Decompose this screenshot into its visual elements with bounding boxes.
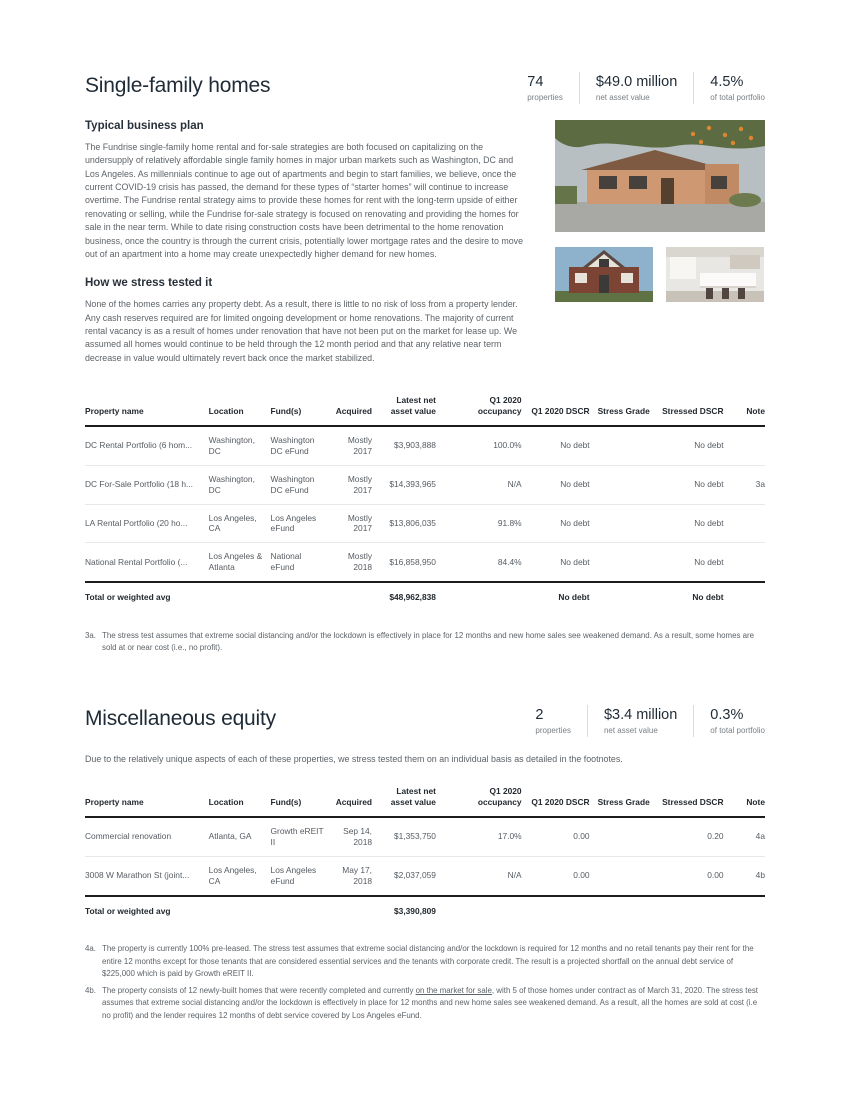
table-row — [85, 817, 765, 856]
table-cell — [594, 543, 656, 582]
footnote-id: 4a. — [85, 944, 96, 954]
business-plan-heading: Typical business plan — [85, 120, 204, 132]
table-cell: Commercial renovation — [85, 831, 172, 842]
stat-properties — [527, 72, 579, 104]
table-cell: $1,353,750 — [394, 831, 436, 842]
section-miscellaneous-equity — [85, 707, 765, 1022]
stat-label: net asset value — [595, 93, 650, 102]
footnote-text — [102, 985, 765, 1022]
table-cell: National Rental Portfolio (... — [85, 556, 188, 567]
column-header: Stress Grade — [594, 782, 656, 817]
footnotes — [85, 630, 765, 655]
table-cell: Washington DC eFund — [270, 473, 315, 495]
table-cell: Los Angeles eFund — [270, 512, 317, 534]
table-row — [85, 856, 765, 895]
column-header: Stressed DSCR — [655, 782, 727, 817]
table-row — [85, 504, 765, 543]
table-cell: 4a — [755, 831, 765, 842]
table-cell: 0.00 — [573, 870, 590, 881]
table-cell: Atlanta, GA — [208, 831, 252, 842]
stat-label: properties — [535, 725, 571, 735]
total-cell: $3,390,809 — [376, 896, 440, 926]
photo-thumbnails — [555, 247, 765, 302]
table-cell: LA Rental Portfolio (20 ho... — [85, 518, 188, 529]
stat-value: 0.3% — [710, 706, 744, 723]
table-cell: Washington, DC — [208, 434, 255, 456]
footnote-4a — [85, 943, 765, 980]
table-row — [85, 543, 765, 582]
stat-value: 2 — [535, 706, 544, 723]
total-cell: No debt — [526, 582, 594, 612]
stats-group — [535, 705, 765, 737]
total-cell: Total or weighted avg — [85, 582, 205, 612]
business-plan-row — [85, 120, 765, 365]
kitchen-interior-photo — [666, 247, 764, 302]
table-cell: Mostly 2017 — [347, 473, 373, 495]
table-cell: $14,393,965 — [389, 479, 436, 490]
table-cell: $3,903,888 — [394, 440, 436, 451]
table-cell: Mostly 2018 — [347, 551, 373, 573]
table-cell: 0.20 — [707, 831, 724, 842]
table-cell: N/A — [507, 479, 522, 490]
table-cell: N/A — [507, 870, 522, 881]
table-cell — [594, 426, 656, 465]
header-row — [85, 391, 765, 426]
total-cell — [328, 582, 376, 612]
table-cell: No debt — [694, 556, 724, 567]
stat-portfolio-share — [693, 72, 765, 104]
column-header: Latest net asset value — [376, 782, 440, 817]
table-cell: National eFund — [270, 551, 302, 573]
table-cell: Mostly 2017 — [347, 512, 373, 534]
table-cell: No debt — [560, 479, 590, 490]
section-title: Miscellaneous equity — [85, 706, 276, 730]
column-header: Q1 2020 occupancy — [440, 391, 526, 426]
column-header: Q1 2020 DSCR — [526, 782, 594, 817]
stat-label: of total portfolio — [710, 725, 765, 735]
table-cell: 17.0% — [497, 831, 522, 842]
total-cell — [440, 582, 526, 612]
single-family-table — [85, 391, 765, 612]
column-header: Fund(s) — [267, 782, 329, 817]
brick-house-exterior-photo — [555, 247, 653, 302]
table-cell: Mostly 2017 — [347, 434, 373, 456]
total-cell — [728, 582, 765, 612]
column-header: Q1 2020 DSCR — [526, 391, 594, 426]
column-header: Location — [205, 782, 267, 817]
column-header: Stressed DSCR — [655, 391, 727, 426]
stat-value: $3.4 million — [603, 706, 678, 723]
total-cell — [267, 896, 329, 926]
table-cell — [594, 504, 656, 543]
footnotes — [85, 943, 765, 1022]
table-cell: DC For-Sale Portfolio (18 h... — [85, 479, 193, 490]
stat-net-asset-value — [587, 705, 693, 737]
table-row — [85, 465, 765, 504]
table-cell: 91.8% — [497, 518, 522, 529]
table-cell: No debt — [694, 479, 724, 490]
section-header — [85, 707, 765, 737]
table-cell: Los Angeles & Atlanta — [208, 551, 263, 573]
stat-value: $49.0 million — [595, 74, 678, 90]
stat-value: 74 — [527, 74, 544, 90]
total-cell — [594, 896, 656, 926]
table-cell: No debt — [560, 556, 590, 567]
table-cell: Los Angeles, CA — [208, 512, 257, 534]
misc-equity-table — [85, 782, 765, 925]
header-row — [85, 782, 765, 817]
table-cell: No debt — [560, 440, 590, 451]
business-plan-paragraph: The Fundrise single-family home rental and for-sale strategies are both focused on capitalizing on the undersupply of relatively affordable single family homes in major urban markets such as Washington, DC and Los Angeles. As millennials continue to age out of apartments and begin to start families, we believe, once the current COVID-19 crisis has passed, the demand for these types of “starter homes” will continue to increase overtime. The Fundrise rental strategy aims to provide these homes for rent with the long-term upside of either renovating or selling, while the Fundrise for-sale strategy is focused on renovating and providing the homes for sale in the near term. While to date rising construction costs have been detrimental to the home renovation business, once the country is through the current crisis, potentially lower mortgage rates and the desire to move out of an apartment into a home may create unexpectedly higher demand for new homes. — [85, 142, 524, 259]
total-cell — [205, 582, 267, 612]
table-cell: Washington DC eFund — [270, 434, 315, 456]
stat-net-asset-value — [579, 72, 693, 104]
footnote-3a — [85, 630, 765, 655]
section-title: Single-family homes — [85, 74, 271, 97]
total-cell: No debt — [655, 582, 727, 612]
stat-label: of total portfolio — [710, 93, 765, 102]
table-row — [85, 426, 765, 465]
table-cell: $16,858,950 — [389, 556, 436, 567]
total-cell — [267, 582, 329, 612]
column-header: Q1 2020 occupancy — [440, 782, 526, 817]
total-cell — [728, 896, 765, 926]
table-cell: DC Rental Portfolio (6 hom... — [85, 440, 193, 451]
stat-label: net asset value — [603, 725, 658, 735]
stat-portfolio-share — [693, 705, 765, 737]
section-single-family-homes — [85, 74, 765, 655]
total-cell: $48,962,838 — [376, 582, 440, 612]
table-cell: Growth eREIT II — [270, 825, 324, 847]
table-cell: Washington, DC — [208, 473, 255, 495]
table-cell: Sep 14, 2018 — [343, 825, 373, 847]
table-cell — [728, 543, 765, 582]
stat-properties — [535, 705, 587, 737]
total-cell — [328, 896, 376, 926]
misc-equity-intro: Due to the relatively unique aspects of each of these properties, we stress tested them on an individual basis as detailed in the footnotes. — [85, 753, 623, 764]
table-cell — [728, 504, 765, 543]
column-header: Location — [205, 391, 267, 426]
column-header: Latest net asset value — [376, 391, 440, 426]
table-cell: 3008 W Marathon St (joint... — [85, 870, 190, 881]
table-cell — [594, 817, 656, 856]
table-cell: No debt — [694, 440, 724, 451]
column-header: Fund(s) — [267, 391, 329, 426]
table-cell: Los Angeles, CA — [208, 864, 257, 886]
column-header: Stress Grade — [594, 391, 656, 426]
table-cell: No debt — [694, 518, 724, 529]
text-column — [85, 120, 529, 365]
table-cell: 0.00 — [707, 870, 724, 881]
column-header: Acquired — [328, 391, 376, 426]
table-cell: May 17, 2018 — [342, 864, 373, 886]
table-cell: No debt — [560, 518, 590, 529]
market-for-sale-link[interactable]: on the market for sale — [415, 986, 492, 996]
footnote-text-pre: The property consists of 12 newly-built homes that were recently completed and currently — [102, 986, 416, 996]
stat-value: 4.5% — [710, 74, 744, 90]
footnote-text: The property is currently 100% pre-leased. The stress test assumes that extreme social distancing and/or the lockdown is required for 12 months and no retail tenants pay their rent for the entire 12 months except for those tenants that are considered essential services and the tenants with corporate credit. The result is a projected shortfall on the annual debt service of $225,000 which is paid by Growth eREIT II. — [102, 944, 754, 978]
footnote-text: The stress test assumes that extreme social distancing and/or the lockdown is effectively in place for 12 months and new home sales see weakened demand. As a result, some homes are sold at or near cost (i.e., no profit). — [102, 631, 755, 653]
photo-column — [555, 120, 765, 365]
table-cell — [594, 465, 656, 504]
table-cell: 84.4% — [497, 556, 522, 567]
total-row — [85, 582, 765, 612]
total-cell — [526, 896, 594, 926]
column-header: Note — [728, 391, 765, 426]
column-header: Property name — [85, 391, 205, 426]
table-cell: 0.00 — [573, 831, 590, 842]
total-row — [85, 896, 765, 926]
table-cell: $2,037,059 — [394, 870, 436, 881]
stat-label: properties — [527, 93, 563, 102]
column-header: Property name — [85, 782, 205, 817]
table-cell — [728, 426, 765, 465]
footnote-text-post: , with 5 of those homes under contract as of March 31, 2020. The stress test assumes that extreme social distancing and/or the lockdown is effectively in place for 12 months and new home sales see weakened demand. As a result, all the homes are sold at cost (i.e no profit) and the lender requires 12 months of debt service covered by Los Angeles eFund. — [102, 986, 759, 1020]
stats-group — [527, 72, 765, 104]
footnote-id: 4b. — [85, 986, 96, 996]
table-cell: $13,806,035 — [389, 518, 436, 529]
total-cell — [655, 896, 727, 926]
total-cell — [594, 582, 656, 612]
table-cell: 100.0% — [493, 440, 522, 451]
section-header — [85, 74, 765, 104]
total-cell — [205, 896, 267, 926]
table-cell — [594, 856, 656, 895]
column-header: Note — [728, 782, 765, 817]
total-cell — [440, 896, 526, 926]
footnote-4b — [85, 985, 765, 1022]
total-cell: Total or weighted avg — [85, 896, 205, 926]
footnote-id: 3a. — [85, 631, 96, 641]
stress-test-heading: How we stress tested it — [85, 277, 213, 290]
table-cell: 4b — [755, 870, 765, 881]
table-cell: Los Angeles eFund — [270, 864, 317, 886]
column-header: Acquired — [328, 782, 376, 817]
table-cell: 3a — [755, 479, 765, 490]
single-family-house-exterior-photo — [555, 120, 765, 232]
stress-test-paragraph: None of the homes carries any property debt. As a result, there is little to no risk of loss from a property lender. Any cash reserves required are for limited ongoing development or home renovations. The majority of current rental vacancy is as a result of homes under renovation that have not been put on the market for lease up. We assumed all homes would continue to be held through the 12 month period and that any relative near term decrease in value would ultimately revert back once the market stabilized. — [85, 299, 518, 363]
